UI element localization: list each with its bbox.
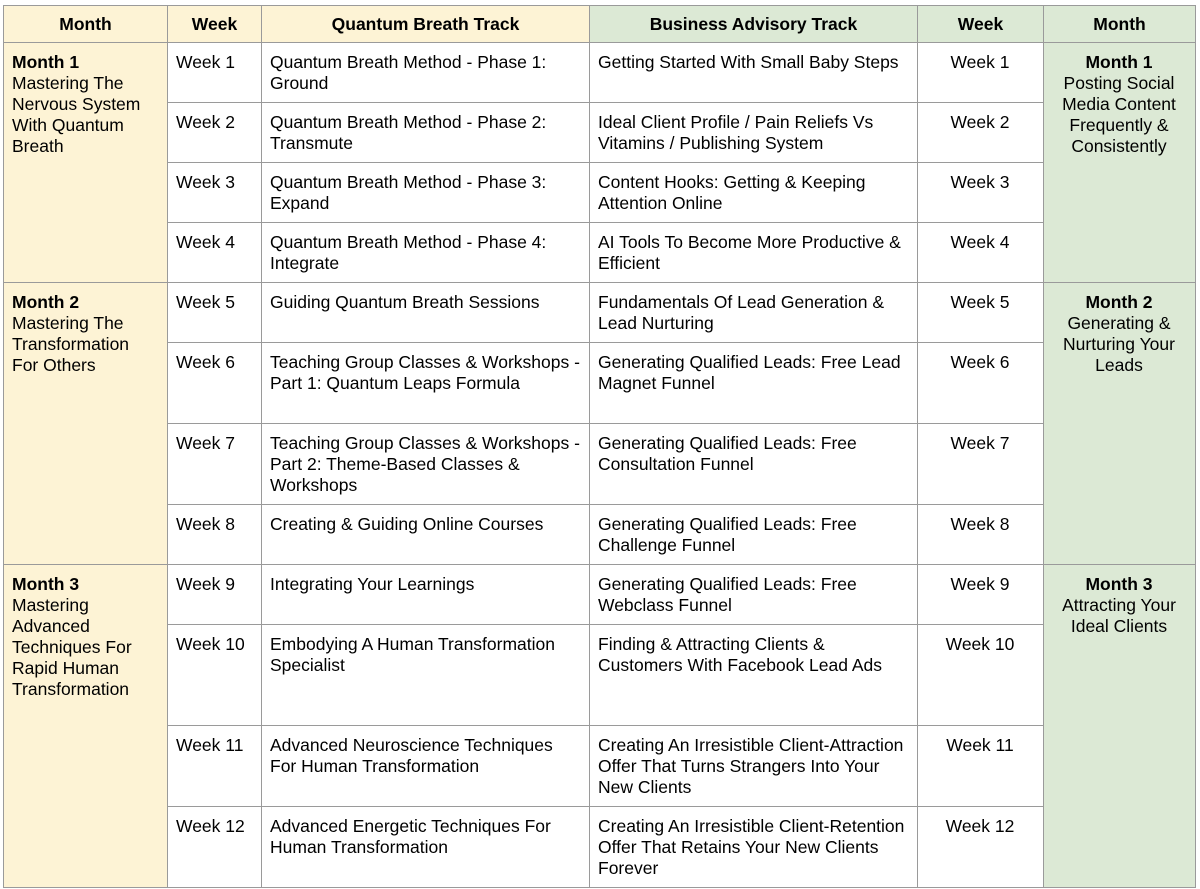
month-1-name-right: Month 1 xyxy=(1085,52,1153,72)
header-row xyxy=(4,6,1196,43)
week-6-quantum-topic: Teaching Group Classes & Workshops - Part 1: Quantum Leaps Formula xyxy=(262,343,590,424)
month-2-business-theme: Generating & Nurturing Your Leads xyxy=(1063,313,1175,375)
month-2-name: Month 2 xyxy=(12,292,80,312)
week-3-quantum-topic: Quantum Breath Method - Phase 3: Expand xyxy=(262,163,590,223)
month-1-business-theme: Posting Social Media Content Frequently & Consistently xyxy=(1062,73,1176,156)
week-6-label: Week 6 xyxy=(168,343,262,424)
week-5-business-topic: Fundamentals Of Lead Generation & Lead Nurturing xyxy=(590,283,918,343)
week-12-label-right: Week 12 xyxy=(918,807,1044,888)
month-3-business-cell xyxy=(1044,565,1196,888)
week-12-label: Week 12 xyxy=(168,807,262,888)
week-11-quantum-topic: Advanced Neuroscience Techniques For Human Transformation xyxy=(262,726,590,807)
month-2-name-right: Month 2 xyxy=(1085,292,1153,312)
table-row xyxy=(4,726,1196,807)
month-1-name: Month 1 xyxy=(12,52,80,72)
week-2-quantum-topic: Quantum Breath Method - Phase 2: Transmute xyxy=(262,103,590,163)
header-month: Month xyxy=(4,6,168,43)
week-1-label: Week 1 xyxy=(168,43,262,103)
table-row xyxy=(4,43,1196,103)
week-3-label-right: Week 3 xyxy=(918,163,1044,223)
week-5-quantum-topic: Guiding Quantum Breath Sessions xyxy=(262,283,590,343)
week-9-quantum-topic: Integrating Your Learnings xyxy=(262,565,590,625)
table-row xyxy=(4,283,1196,343)
week-10-label-right: Week 10 xyxy=(918,625,1044,726)
header-month-right: Month xyxy=(1044,6,1196,43)
table-row xyxy=(4,807,1196,888)
month-1-quantum-cell xyxy=(4,43,168,283)
week-1-label-right: Week 1 xyxy=(918,43,1044,103)
week-8-quantum-topic: Creating & Guiding Online Courses xyxy=(262,505,590,565)
table-row xyxy=(4,103,1196,163)
week-9-label: Week 9 xyxy=(168,565,262,625)
table-row xyxy=(4,223,1196,283)
week-9-business-topic: Generating Qualified Leads: Free Webclass Funnel xyxy=(590,565,918,625)
week-4-label: Week 4 xyxy=(168,223,262,283)
week-6-label-right: Week 6 xyxy=(918,343,1044,424)
week-4-business-topic: AI Tools To Become More Productive & Efficient xyxy=(590,223,918,283)
week-3-business-topic: Content Hooks: Getting & Keeping Attention Online xyxy=(590,163,918,223)
week-5-label-right: Week 5 xyxy=(918,283,1044,343)
week-7-quantum-topic: Teaching Group Classes & Workshops - Part 2: Theme-Based Classes & Workshops xyxy=(262,424,590,505)
week-4-label-right: Week 4 xyxy=(918,223,1044,283)
week-10-label: Week 10 xyxy=(168,625,262,726)
week-7-label: Week 7 xyxy=(168,424,262,505)
week-8-label: Week 8 xyxy=(168,505,262,565)
table-row xyxy=(4,565,1196,625)
week-2-label: Week 2 xyxy=(168,103,262,163)
month-3-quantum-theme: Mastering Advanced Techniques For Rapid Human Transformation xyxy=(12,595,132,699)
month-3-quantum-cell xyxy=(4,565,168,888)
month-3-name-right: Month 3 xyxy=(1085,574,1153,594)
table-row xyxy=(4,343,1196,424)
week-11-label: Week 11 xyxy=(168,726,262,807)
week-1-business-topic: Getting Started With Small Baby Steps xyxy=(590,43,918,103)
week-2-business-topic: Ideal Client Profile / Pain Reliefs Vs Vitamins / Publishing System xyxy=(590,103,918,163)
program-schedule-table xyxy=(3,5,1196,888)
header-business-track: Business Advisory Track xyxy=(590,6,918,43)
week-3-label: Week 3 xyxy=(168,163,262,223)
month-2-business-cell xyxy=(1044,283,1196,565)
week-11-business-topic: Creating An Irresistible Client-Attraction Offer That Turns Strangers Into Your New Clients xyxy=(590,726,918,807)
week-10-business-topic: Finding & Attracting Clients & Customers With Facebook Lead Ads xyxy=(590,625,918,726)
week-8-label-right: Week 8 xyxy=(918,505,1044,565)
week-4-quantum-topic: Quantum Breath Method - Phase 4: Integrate xyxy=(262,223,590,283)
week-7-business-topic: Generating Qualified Leads: Free Consultation Funnel xyxy=(590,424,918,505)
table-row xyxy=(4,424,1196,505)
week-2-label-right: Week 2 xyxy=(918,103,1044,163)
month-2-quantum-cell xyxy=(4,283,168,565)
month-2-quantum-theme: Mastering The Transformation For Others xyxy=(12,313,130,375)
week-1-quantum-topic: Quantum Breath Method - Phase 1: Ground xyxy=(262,43,590,103)
table-row xyxy=(4,505,1196,565)
month-1-quantum-theme: Mastering The Nervous System With Quantum Breath xyxy=(12,73,141,156)
month-1-business-cell xyxy=(1044,43,1196,283)
week-8-business-topic: Generating Qualified Leads: Free Challenge Funnel xyxy=(590,505,918,565)
week-12-business-topic: Creating An Irresistible Client-Retention Offer That Retains Your New Clients Forever xyxy=(590,807,918,888)
week-12-quantum-topic: Advanced Energetic Techniques For Human Transformation xyxy=(262,807,590,888)
week-7-label-right: Week 7 xyxy=(918,424,1044,505)
week-6-business-topic: Generating Qualified Leads: Free Lead Magnet Funnel xyxy=(590,343,918,424)
month-3-name: Month 3 xyxy=(12,574,80,594)
week-10-quantum-topic: Embodying A Human Transformation Specialist xyxy=(262,625,590,726)
table-row xyxy=(4,625,1196,726)
header-quantum-track: Quantum Breath Track xyxy=(262,6,590,43)
week-9-label-right: Week 9 xyxy=(918,565,1044,625)
header-week-right: Week xyxy=(918,6,1044,43)
week-5-label: Week 5 xyxy=(168,283,262,343)
week-11-label-right: Week 11 xyxy=(918,726,1044,807)
month-3-business-theme: Attracting Your Ideal Clients xyxy=(1062,595,1176,636)
table-row xyxy=(4,163,1196,223)
header-week: Week xyxy=(168,6,262,43)
